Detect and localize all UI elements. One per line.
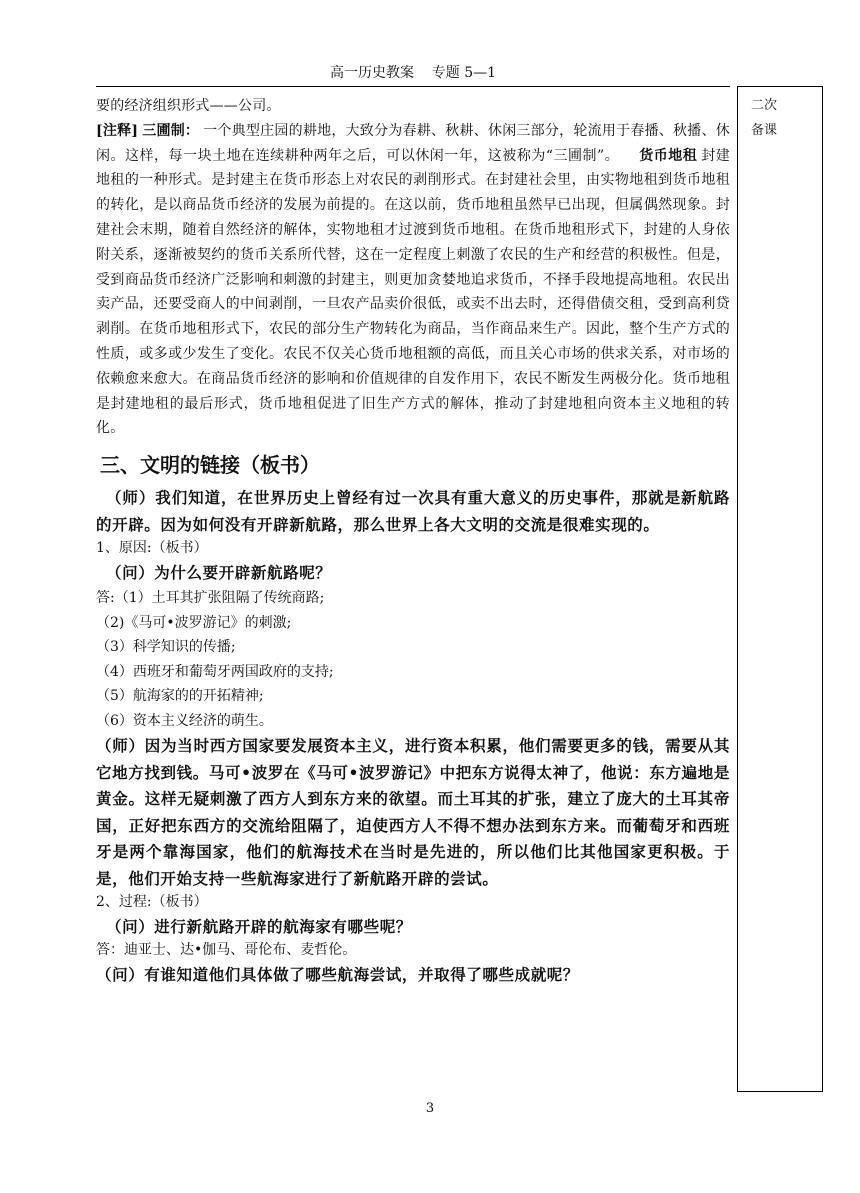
cause-answer-4: （4）西班牙和葡萄牙两国政府的支持;	[96, 663, 334, 680]
teacher-intro: （师）我们知道，在世界历史上曾经有过一次具有重大意义的历史事件，那就是新航路的开辟。因为如何没有开辟新航路，那么世界上各大文明的交流是很难实现的。	[96, 488, 730, 534]
teacher-explanation: （师）因为当时西方国家要发展资本主义，进行资本积累，他们需要更多的钱，需要从其它地方找到钱。马可•波罗在《马可•波罗游记》中把东方说得太神了，他说：东方遍地是黄金。这样无疑刺激了西方人到东方来的欲望。而土耳其的扩张，建立了庞大的土耳其帝国，正好把东西方的交流给阻隔了，迫使西方人不得不想办法到东方来。而葡萄牙和西班牙是两个靠海国家，他们的航海技术在当时是先进的，所以他们比其他国家更积极。于是，他们开始支持一些航海家进行了新航路开辟的尝试。	[96, 736, 730, 888]
revision-sidebar	[737, 86, 823, 1092]
term-three-field-text: 一个典型庄园的耕地，大致分为春耕、秋耕、休闲三部分，轮流用于春播、秋播、休闲。这样，每一块土地在连续耕种两年之后，可以休闲一年，这被称为“三圃制”。	[96, 122, 730, 164]
term-money-rent-text: 封建地租的一种形式。是封建主在货币形态上对农民的剥削形式。在封建社会里，由实物地租到货币地租的转化，是以商品货币经济的发展为前提的。在这以前，货币地租虽然早已出现，但属偶然现象。封建社会末期，随着自然经济的解体，实物地租才过渡到货币地租。在货币地租形式下，封建的人身依附关系，逐渐被契约的货币关系所代替，这在一定程度上刺激了农民的生产和经营的积极性。但是，受到商品货币经济广泛影响和刺激的封建主，则更加贪婪地追求货币，不择手段地提高地租。农民出卖产品，还要受商人的中间剥削，一旦农产品卖价很低，或卖不出去时，还得借债交租，受到高利贷剥削。在货币地租形式下，农民的部分生产物转化为商品，当作商品来生产。因此，整个生产方式的性质，或多或少发生了变化。农民不仅关心货币地租额的高低，而且关心市场的供求关系，对市场的依赖愈来愈大。在商品货币经济的影响和价值规律的自发作用下，农民不断发生两极分化。货币地租是封建地租的最后形式，货币地租促进了旧生产方式的解体，推动了封建地租向资本主义地租的转化。	[96, 147, 730, 437]
cause-answer-3: （3）科学知识的传播;	[96, 639, 236, 656]
note-paragraph	[96, 119, 730, 441]
intro-line: 要的经济组织形式——公司。	[96, 98, 281, 114]
page-header	[96, 64, 730, 87]
cause-question: （问）为什么要开辟新航路呢？	[106, 562, 332, 582]
process-heading: 2、过程:（板书）	[96, 894, 208, 911]
sidebar-label-line2: 备课	[751, 123, 778, 138]
main-content	[96, 94, 730, 988]
cause-answer-6: （6）资本主义经济的萌生。	[96, 712, 273, 729]
process-answer: 答：迪亚士、达•伽马、哥伦布、麦哲伦。	[96, 942, 357, 959]
cause-answer-2: （2)《马可•波罗游记》的刺激;	[96, 614, 292, 631]
final-question: （问）有谁知道他们具体做了哪些航海尝试，并取得了哪些成就呢？	[96, 964, 580, 984]
sidebar-label-line1: 二次	[751, 98, 778, 113]
process-question: （问）进行新航路开辟的航海家有哪些呢？	[106, 916, 412, 936]
header-title: 高一历史教案 专题 5—1	[329, 65, 497, 81]
cause-heading: 1、原因:（板书）	[96, 540, 208, 557]
cause-answer-5: （5）航海家的的开拓精神;	[96, 688, 264, 705]
section-title: 三、文明的链接（板书）	[100, 453, 320, 478]
note-tag: [注释]	[96, 122, 139, 139]
page-number: 3	[425, 1101, 435, 1116]
term-money-rent: 货币地租	[639, 147, 698, 164]
term-three-field-system: 三圃制：	[142, 122, 200, 139]
cause-answer-1: 答:（1）土耳其扩张阻隔了传统商路;	[96, 590, 325, 607]
